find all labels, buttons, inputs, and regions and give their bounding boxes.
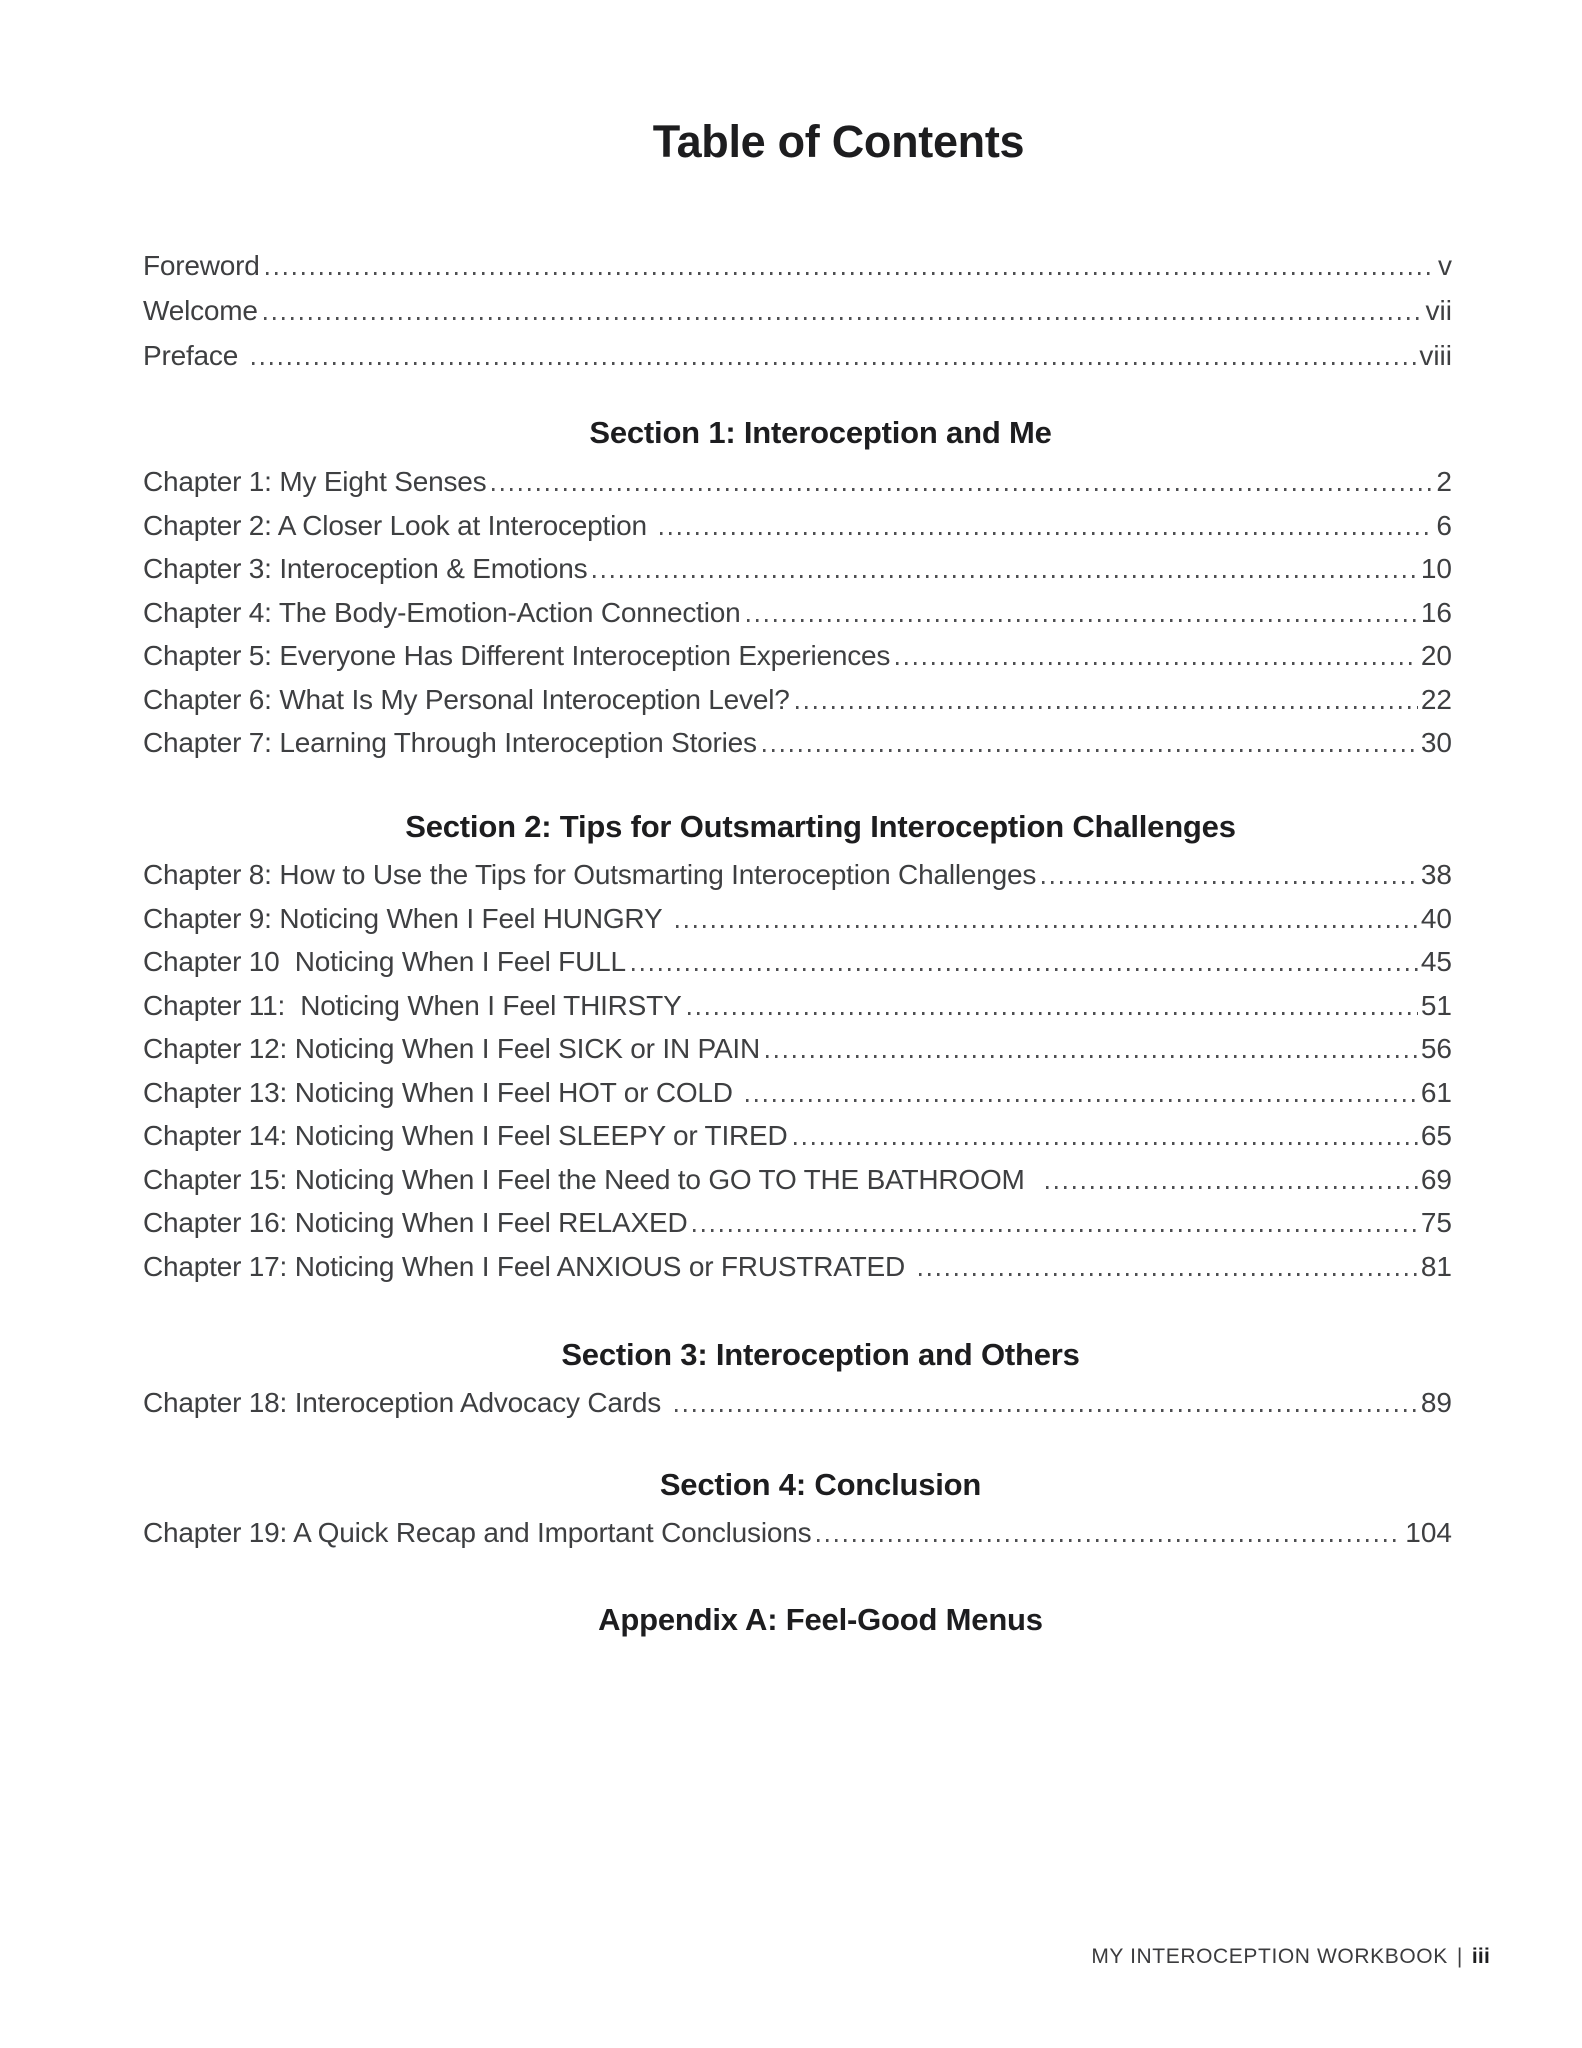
toc-entry-label: Chapter 9: Noticing When I Feel HUNGRY: [143, 902, 670, 934]
toc-entry: [143, 288, 1452, 333]
toc-entry-page: 51: [1420, 989, 1452, 1021]
toc-entry-page: 65: [1420, 1120, 1452, 1151]
toc-entry-page: vii: [1425, 295, 1452, 326]
toc-entry-page: 104: [1405, 1517, 1452, 1548]
dot-leader: [593, 575, 1417, 578]
toc-entry-page: viii: [1419, 340, 1452, 371]
toc-entry: [143, 634, 1452, 678]
dot-leader: [746, 1099, 1417, 1102]
dot-leader: [896, 662, 1418, 665]
toc-entry-label: Chapter 18: Interoception Advocacy Cards: [143, 1387, 669, 1418]
dot-leader: [676, 925, 1418, 928]
dot-leader: [766, 1055, 1418, 1058]
toc-entry-page: 16: [1420, 596, 1452, 628]
toc-entry: [143, 940, 1452, 984]
toc-entry: [143, 1381, 1452, 1425]
section-3-entries: [143, 1381, 1452, 1425]
dot-leader: [1046, 1186, 1418, 1189]
section-heading-3: Section 3: Interoception and Others: [561, 1337, 1080, 1372]
page-title: Table of Contents: [652, 116, 1025, 167]
toc-entry-page: 10: [1420, 553, 1452, 584]
toc-entry: [143, 1158, 1452, 1202]
toc-entry: [143, 984, 1452, 1028]
toc-entry-label: Chapter 8: How to Use the Tips for Outsmarting Interoception Challenges: [143, 859, 1037, 890]
toc-entry-page: 20: [1420, 640, 1452, 671]
toc-entry-label: Chapter 3: Interoception & Emotions: [143, 553, 588, 584]
toc-entry-label: Chapter 6: What Is My Personal Interoception Level?: [143, 683, 790, 715]
toc-entry-page: 45: [1420, 946, 1452, 977]
section-heading-2: Section 2: Tips for Outsmarting Interoception Challenges: [405, 809, 1236, 844]
dot-leader: [675, 1409, 1418, 1412]
toc-entry-label: Chapter 2: A Closer Look at Interoception: [143, 509, 655, 541]
toc-entry-page: 69: [1420, 1163, 1452, 1195]
toc-entry-label: Chapter 15: Noticing When I Feel the Need to GO TO THE BATHROOM: [143, 1163, 1040, 1195]
toc-entry-label: Foreword: [143, 250, 260, 281]
dot-leader: [747, 619, 1418, 622]
dot-leader: [794, 1142, 1418, 1145]
footer: [1091, 1944, 1490, 1970]
toc-entry: [143, 504, 1452, 548]
toc-entry-page: 22: [1420, 683, 1452, 715]
toc-entry: [143, 1114, 1452, 1158]
footer-book-title: MY INTEROCEPTION WORKBOOK: [1091, 1945, 1448, 1968]
dot-leader: [660, 532, 1433, 535]
toc-entry-page: 56: [1420, 1033, 1452, 1064]
footer-separator: |: [1456, 1945, 1463, 1968]
section-heading-4: Section 4: Conclusion: [659, 1467, 982, 1502]
toc-entry-label: Chapter 11: Noticing When I Feel THIRSTY: [143, 989, 682, 1021]
toc-front-matter: [143, 243, 1452, 378]
toc-entry: [143, 1245, 1452, 1289]
toc-entry-page: 40: [1420, 902, 1452, 934]
toc-entry-page: 61: [1420, 1076, 1452, 1108]
toc-entry-label: Chapter 1: My Eight Senses: [143, 466, 487, 497]
toc-entry: [143, 591, 1452, 635]
toc-entry: [143, 853, 1452, 897]
toc-entry-label: Chapter 10 Noticing When I Feel FULL: [143, 946, 626, 977]
dot-leader: [688, 1012, 1418, 1015]
toc-entry: [143, 1201, 1452, 1245]
section-1-entries: [143, 460, 1452, 765]
toc-entry: [143, 1071, 1452, 1115]
toc-entry-label: Welcome: [143, 295, 258, 326]
dot-leader: [919, 1273, 1418, 1276]
toc-entry: [143, 460, 1452, 504]
toc-entry-page: 81: [1420, 1250, 1452, 1282]
toc-entry-page: 75: [1420, 1207, 1452, 1238]
section-heading-1: Section 1: Interoception and Me: [589, 415, 1052, 450]
dot-leader: [632, 968, 1418, 971]
toc-entry: [143, 897, 1452, 941]
toc-entry: [143, 721, 1452, 765]
dot-leader: [763, 749, 1418, 752]
toc-entry-label: Chapter 5: Everyone Has Different Interoception Experiences: [143, 640, 891, 671]
toc-entry-page: 2: [1436, 466, 1452, 497]
dot-leader: [817, 1539, 1402, 1542]
section-2-entries: [143, 853, 1452, 1288]
toc-entry: [143, 678, 1452, 722]
toc-entry-label: Chapter 14: Noticing When I Feel SLEEPY or TIRED: [143, 1120, 788, 1151]
dot-leader: [492, 488, 1433, 491]
section-4-entries: [143, 1511, 1452, 1555]
toc-entry: [143, 1027, 1452, 1071]
toc-entry-page: 89: [1420, 1387, 1452, 1418]
dot-leader: [1042, 881, 1418, 884]
toc-entry-page: v: [1438, 250, 1452, 281]
dot-leader: [252, 362, 1417, 365]
dot-leader: [264, 317, 1423, 320]
dot-leader: [693, 1229, 1417, 1232]
toc-entry-page: 30: [1420, 727, 1452, 758]
toc-entry: [143, 333, 1452, 378]
dot-leader: [266, 272, 1435, 275]
toc-entry-label: Chapter 4: The Body-Emotion-Action Connection: [143, 596, 741, 628]
toc-entry: [143, 1511, 1452, 1555]
toc-entry-label: Chapter 12: Noticing When I Feel SICK or IN PAIN: [143, 1033, 761, 1064]
footer-page-number: iii: [1471, 1945, 1490, 1968]
toc-entry: [143, 243, 1452, 288]
toc-entry-label: Preface: [143, 340, 246, 371]
appendix-heading: Appendix A: Feel-Good Menus: [598, 1602, 1043, 1637]
toc-entry-page: 38: [1420, 859, 1452, 890]
toc-entry-label: Chapter 7: Learning Through Interoception Stories: [143, 727, 757, 758]
toc-entry-page: 6: [1436, 509, 1452, 541]
toc-entry-label: Chapter 17: Noticing When I Feel ANXIOUS or FRUSTRATED: [143, 1250, 913, 1282]
toc-entry: [143, 547, 1452, 591]
toc-entry-label: Chapter 16: Noticing When I Feel RELAXED: [143, 1207, 688, 1238]
toc-entry-label: Chapter 19: A Quick Recap and Important Conclusions: [143, 1517, 812, 1548]
dot-leader: [796, 706, 1418, 709]
toc-entry-label: Chapter 13: Noticing When I Feel HOT or COLD: [143, 1076, 741, 1108]
